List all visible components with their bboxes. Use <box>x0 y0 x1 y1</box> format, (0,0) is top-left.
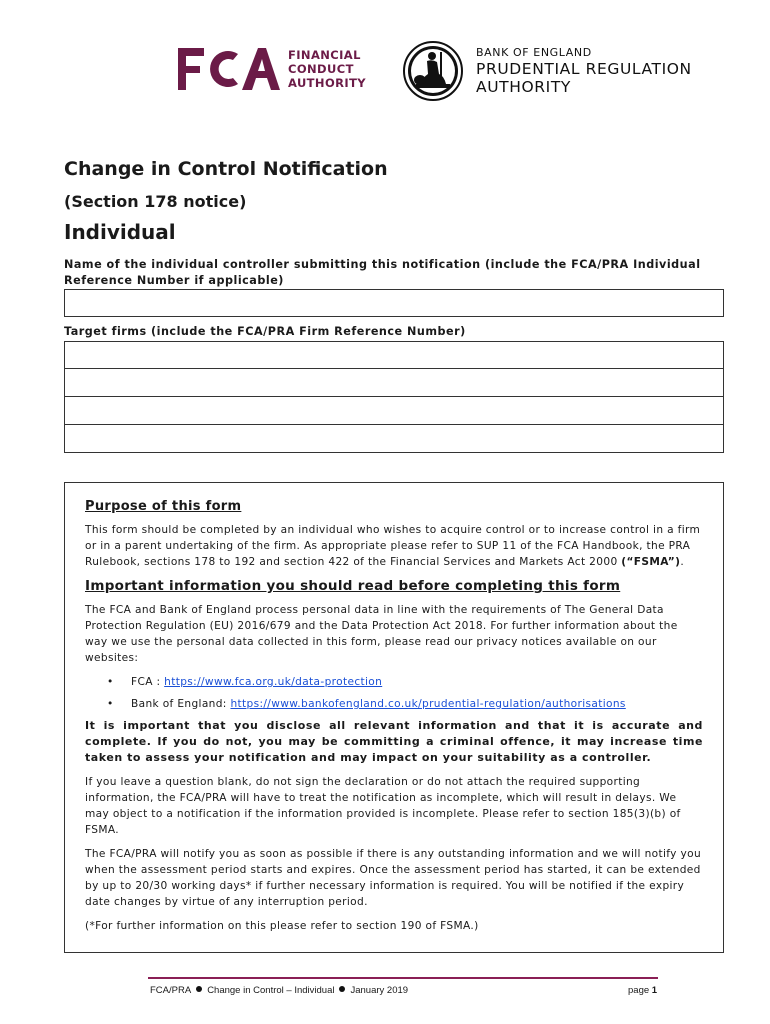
purpose-info-box <box>64 482 724 953</box>
fca-logo-text <box>288 48 366 90</box>
accuracy-warning: It is important that you disclose all relevant information and that it is accurate and complete. If you do not, you may be committing a criminal offence, it may increase time taken to assess your notification and may impact on your suitability as a controller. <box>85 719 703 764</box>
notification-paragraph: The FCA/PRA will notify you as soon as possible if there is any outstanding information and we will notify you when the assessment period starts and expires. Once the assessment period has started, it can be extended by up to 20/30 working days* if further necessary information is required. You will be notified if the expiry date changes by virtue of any interruption period. <box>85 848 702 908</box>
section-heading-individual: Individual <box>64 220 176 244</box>
footer-divider <box>148 977 658 979</box>
pra-logo-text <box>476 46 692 96</box>
list-item <box>85 696 703 712</box>
boe-privacy-link[interactable]: https://www.bankofengland.co.uk/prudential-regulation/authorisations <box>230 698 626 710</box>
fca-link-prefix: FCA : <box>131 676 165 688</box>
fca-logo-line-3: AUTHORITY <box>288 76 367 90</box>
boe-link-prefix: Bank of England: <box>131 698 231 710</box>
pra-logo-line-2: PRUDENTIAL REGULATION <box>476 60 692 78</box>
important-heading: Important information you should read before completing this form <box>85 578 621 594</box>
footer-date: January 2019 <box>350 985 409 996</box>
target-firm-field-4[interactable] <box>64 425 724 453</box>
list-item <box>85 674 703 690</box>
page-label: page <box>628 985 650 996</box>
bullet-separator-icon <box>196 986 202 992</box>
fca-logo-line-1: FINANCIAL <box>288 48 361 62</box>
page-subtitle: (Section 178 notice) <box>64 192 247 211</box>
page-title: Change in Control Notification <box>64 158 388 180</box>
bullet-icon: • <box>107 676 114 688</box>
purpose-heading: Purpose of this form <box>85 499 242 514</box>
footer-org: FCA/PRA <box>150 985 192 996</box>
purpose-end: . <box>680 556 685 568</box>
pra-logo-line-3: AUTHORITY <box>476 78 571 96</box>
fca-privacy-link[interactable]: https://www.fca.org.uk/data-protection <box>164 676 383 688</box>
fca-logo-mark <box>176 44 280 94</box>
fca-logo-line-2: CONDUCT <box>288 62 354 76</box>
footnote: (*For further information on this please refer to section 190 of FSMA.) <box>85 920 479 932</box>
pra-logo-line-1: BANK OF ENGLAND <box>476 46 592 59</box>
target-firms-table <box>64 341 724 453</box>
privacy-links-list <box>85 674 703 712</box>
target-firm-field-2[interactable] <box>64 369 724 397</box>
britannia-seal-icon <box>402 40 464 102</box>
blank-question-paragraph: If you leave a question blank, do not sign the declaration or do not attach the required supporting information, the FCA/PRA will have to treat the notification as incomplete, which will result in delays. We may object to a notification if the information provided is incomplete. Please refer to section 185(3)(b) of FSMA. <box>85 776 681 836</box>
target-firm-field-3[interactable] <box>64 397 724 425</box>
purpose-text: This form should be completed by an individual who wishes to acquire control or to increase control in a firm or in a parent undertaking of the firm. As appropriate please refer to SUP 11 of the FCA Handbook, the PRA Rulebook, sections 178 to 192 and section 422 of the Financial Services and Markets Act 2000 <box>85 524 701 568</box>
controller-name-label: Name of the individual controller submitting this notification (include the FCA/PRA Individual Reference Number if applicable) <box>64 258 701 287</box>
pra-logo <box>402 40 692 102</box>
bullet-icon: • <box>107 698 114 710</box>
fca-logo <box>176 44 366 94</box>
page-number-value: 1 <box>651 985 658 996</box>
footer-text <box>150 985 408 996</box>
target-firms-label: Target firms (include the FCA/PRA Firm Reference Number) <box>64 325 466 338</box>
bullet-separator-icon <box>339 986 345 992</box>
data-protection-paragraph: The FCA and Bank of England process personal data in line with the requirements of The General Data Protection Regulation (EU) 2016/679 and the Data Protection Act 2018. For further information about the way we use the personal data collected in this form, please read our privacy notices available on our websites: <box>85 604 678 664</box>
controller-name-field[interactable] <box>64 289 724 317</box>
page-number <box>628 985 657 996</box>
purpose-fsma: (“FSMA”) <box>621 556 681 568</box>
target-firm-field-1[interactable] <box>64 341 724 369</box>
footer-form-name: Change in Control – Individual <box>207 985 335 996</box>
purpose-paragraph <box>85 522 703 570</box>
